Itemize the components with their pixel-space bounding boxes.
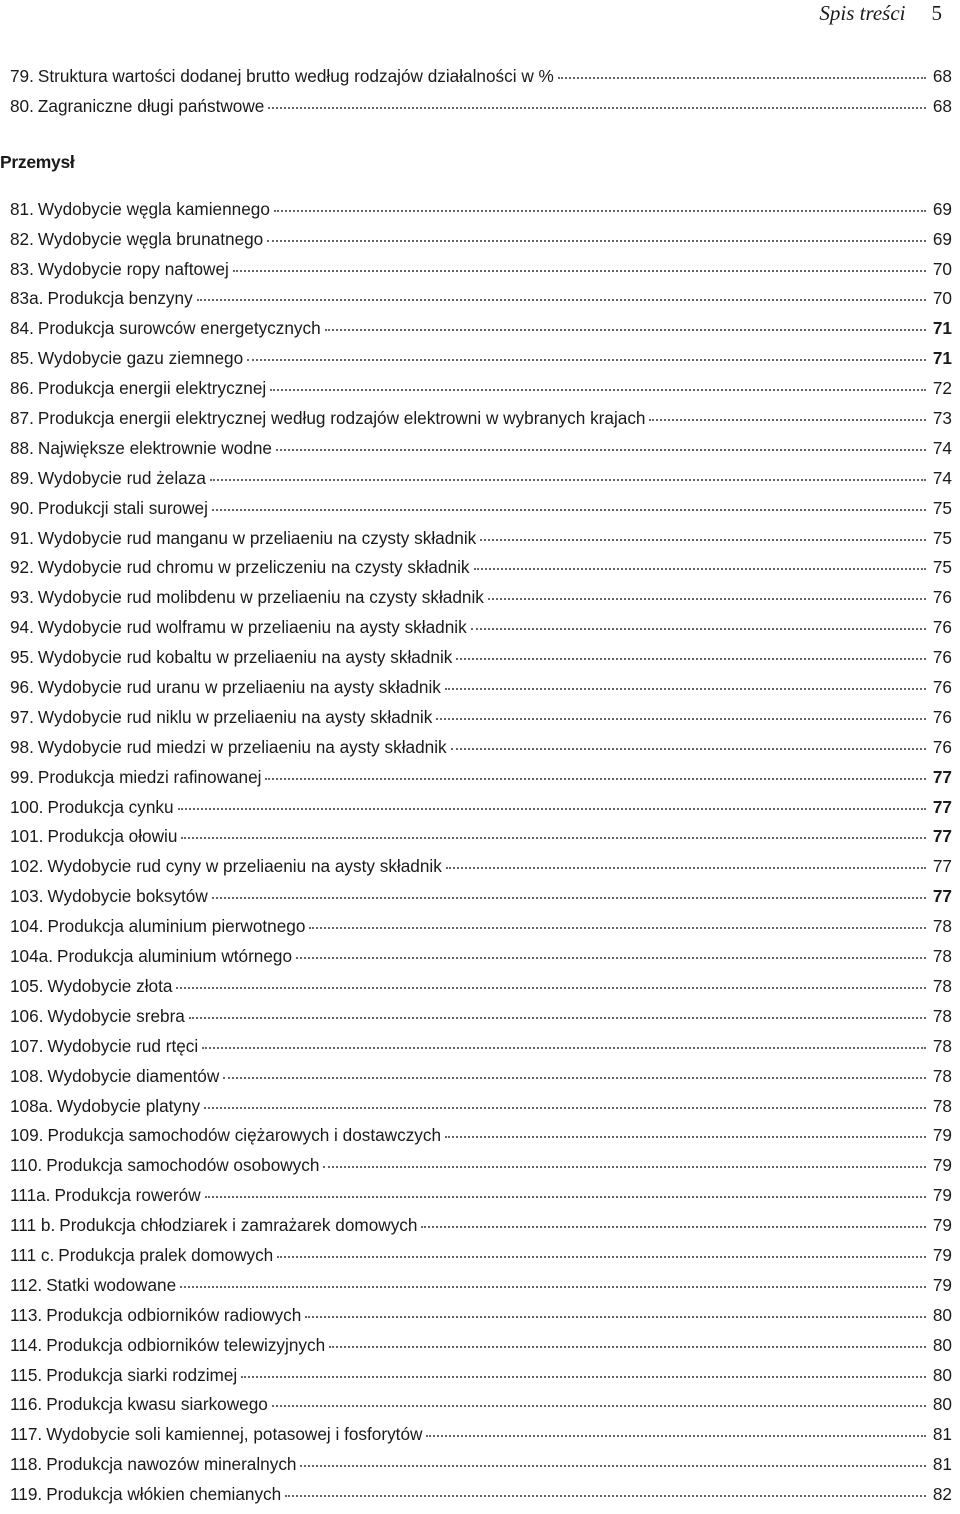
toc-entry[interactable] — [10, 318, 952, 348]
toc-entry[interactable] — [10, 1275, 952, 1305]
toc-entry[interactable] — [10, 976, 952, 1006]
entry-page-number: 79 — [932, 1125, 952, 1146]
entry-title: Wydobycie soli kamiennej, potasowej i fosforytów — [46, 1424, 423, 1445]
entry-page-number: 79 — [932, 1215, 952, 1236]
entry-title: Produkcja kwasu siarkowego — [46, 1394, 268, 1415]
toc-entry[interactable] — [10, 1484, 952, 1514]
toc-entries-before — [10, 66, 952, 126]
entry-title: Produkcja samochodów osobowych — [46, 1155, 320, 1176]
entry-title: Produkcja siarki rodzimej — [46, 1364, 238, 1385]
toc-entry[interactable] — [10, 288, 952, 318]
entry-page-number: 75 — [932, 527, 952, 548]
toc-entry[interactable] — [10, 229, 952, 259]
running-title: Spis treści — [819, 0, 906, 25]
toc-entry[interactable] — [10, 647, 952, 677]
entry-title: Wydobycie rud niklu w przeliaeniu na aysty składnik — [37, 706, 433, 727]
entry-title: Produkcja aluminium pierwotnego — [47, 916, 306, 937]
entry-number: 100. — [10, 796, 44, 817]
dot-leader — [471, 628, 926, 630]
entry-title: Wydobycie platyny — [57, 1095, 201, 1116]
dot-leader — [323, 1166, 926, 1168]
toc-entry[interactable] — [10, 1125, 952, 1155]
toc-entry[interactable] — [10, 946, 952, 976]
entry-title: Produkcja ołowiu — [47, 826, 178, 847]
dot-leader — [178, 808, 926, 810]
entry-number: 101. — [10, 826, 44, 847]
entry-page-number: 69 — [932, 228, 952, 249]
dot-leader — [202, 1047, 926, 1049]
toc-entry[interactable] — [10, 587, 952, 617]
entry-number: 104. — [10, 916, 44, 937]
toc-entry[interactable] — [10, 1365, 952, 1395]
entry-page-number: 80 — [932, 1334, 952, 1355]
dot-leader — [445, 1136, 926, 1138]
entry-page-number: 69 — [932, 198, 952, 219]
entry-page-number: 76 — [932, 617, 952, 638]
entry-title: Wydobycie rud wolframu w przeliaeniu na aysty składnik — [37, 617, 467, 638]
table-of-contents — [0, 66, 952, 1514]
entry-title: Zagraniczne długi państwowe — [37, 95, 265, 116]
entry-page-number: 78 — [932, 975, 952, 996]
dot-leader — [456, 658, 926, 660]
entry-number: 94. — [10, 617, 34, 638]
entry-page-number: 79 — [932, 1155, 952, 1176]
entry-title: Wydobycie rud żelaza — [37, 467, 206, 488]
entry-page-number: 79 — [932, 1274, 952, 1295]
entry-title: Wydobycie gazu ziemnego — [37, 348, 244, 369]
dot-leader — [272, 1405, 926, 1407]
entry-page-number: 78 — [932, 1065, 952, 1086]
entry-number: 93. — [10, 587, 34, 608]
entry-title: Produkcja rowerów — [54, 1185, 201, 1206]
toc-entry[interactable] — [10, 1155, 952, 1185]
section-heading — [0, 126, 952, 199]
entry-number: 88. — [10, 437, 34, 458]
entry-page-number: 70 — [932, 258, 952, 279]
dot-leader — [474, 568, 926, 570]
toc-entry[interactable] — [10, 199, 952, 229]
entry-title: Produkcja surowców energetycznych — [37, 318, 321, 339]
entry-page-number: 74 — [932, 437, 952, 458]
toc-entry[interactable] — [10, 468, 952, 498]
entry-page-number: 75 — [932, 497, 952, 518]
dot-leader — [204, 1107, 926, 1109]
entry-number: 104a. — [10, 946, 54, 967]
entry-number: 102. — [10, 856, 44, 877]
entry-number: 116. — [10, 1394, 43, 1415]
entry-page-number: 71 — [932, 318, 952, 339]
toc-entry[interactable] — [10, 767, 952, 797]
dot-leader — [446, 867, 926, 869]
entry-page-number: 78 — [932, 1035, 952, 1056]
entry-page-number: 77 — [932, 826, 952, 847]
toc-entry[interactable] — [10, 886, 952, 916]
entry-title: Wydobycie rud kobaltu w przeliaeniu na aysty składnik — [37, 647, 453, 668]
entry-title: Wydobycie węgla kamiennego — [37, 198, 270, 219]
toc-entry[interactable] — [10, 1245, 952, 1275]
entry-number: 92. — [10, 557, 34, 578]
entry-page-number: 73 — [932, 408, 952, 429]
toc-entry[interactable] — [10, 916, 952, 946]
entry-page-number: 78 — [932, 946, 952, 967]
toc-entry[interactable] — [10, 617, 952, 647]
dot-leader — [649, 419, 926, 421]
toc-entries — [10, 199, 952, 1514]
dot-leader — [223, 1077, 926, 1079]
entry-page-number: 77 — [932, 856, 952, 877]
entry-title: Produkcja włókien chemianych — [46, 1484, 282, 1505]
entry-number: 118. — [10, 1454, 43, 1475]
entry-number: 83. — [10, 258, 34, 279]
toc-entry[interactable] — [10, 856, 952, 886]
dot-leader — [285, 1495, 926, 1497]
toc-entry[interactable] — [10, 737, 952, 767]
entry-title: Produkcja cynku — [47, 796, 174, 817]
entry-number: 111 c. — [10, 1244, 55, 1265]
page-number: 5 — [931, 0, 942, 25]
entry-title: Produkcja odbiorników radiowych — [46, 1304, 302, 1325]
toc-entry[interactable] — [10, 1006, 952, 1036]
dot-leader — [300, 1465, 926, 1467]
entry-number: 86. — [10, 378, 34, 399]
entry-title: Produkcja pralek domowych — [58, 1244, 274, 1265]
dot-leader — [488, 598, 926, 600]
entry-number: 87. — [10, 408, 34, 429]
toc-entry[interactable] — [10, 408, 952, 438]
dot-leader — [276, 449, 926, 451]
entry-page-number: 68 — [932, 95, 952, 116]
entry-page-number: 78 — [932, 916, 952, 937]
dot-leader — [197, 299, 926, 301]
dot-leader — [445, 688, 926, 690]
entry-title: Wydobycie ropy naftowej — [37, 258, 229, 279]
entry-title: Wydobycie rud miedzi w przeliaeniu na aysty składnik — [37, 736, 447, 757]
entry-page-number: 80 — [932, 1304, 952, 1325]
toc-entry[interactable] — [10, 1335, 952, 1365]
entry-title: Wydobycie diamentów — [47, 1065, 220, 1086]
entry-number: 111 b. — [10, 1215, 56, 1236]
entry-number: 91. — [10, 527, 34, 548]
entry-page-number: 76 — [932, 706, 952, 727]
entry-number: 97. — [10, 706, 34, 727]
dot-leader — [426, 1435, 926, 1437]
entry-page-number: 72 — [932, 378, 952, 399]
entry-number: 108. — [10, 1065, 44, 1086]
entry-number: 83a. — [10, 288, 44, 309]
dot-leader — [421, 1226, 926, 1228]
dot-leader — [270, 389, 926, 391]
entry-number: 114. — [10, 1334, 43, 1355]
toc-entry[interactable] — [10, 1036, 952, 1066]
entry-number: 117. — [10, 1424, 43, 1445]
entry-page-number: 68 — [932, 66, 952, 86]
entry-title: Wydobycie rud uranu w przeliaeniu na aysty składnik — [37, 677, 441, 698]
entry-title: Produkcja nawozów mineralnych — [46, 1454, 297, 1475]
toc-entry[interactable] — [10, 498, 952, 528]
entry-title: Produkcja energii elektrycznej — [37, 378, 267, 399]
toc-entry[interactable] — [10, 259, 952, 289]
dot-leader — [233, 270, 926, 272]
entry-number: 99. — [10, 766, 34, 787]
entry-number: 105. — [10, 975, 44, 996]
dot-leader — [274, 210, 926, 212]
toc-entry[interactable] — [10, 1096, 952, 1126]
dot-leader — [176, 987, 926, 989]
entry-page-number: 77 — [932, 886, 952, 907]
toc-entry[interactable] — [10, 66, 952, 96]
entry-number: 119. — [10, 1484, 43, 1505]
entry-title: Produkcji stali surowej — [37, 497, 208, 518]
toc-entry[interactable] — [10, 1185, 952, 1215]
dot-leader — [329, 1346, 926, 1348]
entry-number: 96. — [10, 677, 34, 698]
dot-leader — [277, 1256, 926, 1258]
entry-number: 89. — [10, 467, 34, 488]
entry-page-number: 77 — [932, 796, 952, 817]
entry-page-number: 80 — [932, 1394, 952, 1415]
dot-leader — [210, 479, 926, 481]
toc-entry[interactable] — [10, 378, 952, 408]
entry-title: Wydobycie boksytów — [47, 886, 208, 907]
entry-number: 109. — [10, 1125, 44, 1146]
entry-number: 82. — [10, 228, 34, 249]
entry-title: Wydobycie rud manganu w przeliaeniu na czysty składnik — [37, 527, 477, 548]
entry-title: Produkcja benzyny — [47, 288, 193, 309]
entry-title: Wydobycie węgla brunatnego — [37, 228, 264, 249]
toc-entry[interactable] — [10, 707, 952, 737]
toc-entry[interactable] — [10, 826, 952, 856]
entry-page-number: 76 — [932, 587, 952, 608]
entry-page-number: 74 — [932, 467, 952, 488]
dot-leader — [558, 77, 926, 79]
entry-number: 81. — [10, 198, 34, 219]
dot-leader — [189, 1017, 926, 1019]
toc-entry[interactable] — [10, 96, 952, 126]
entry-page-number: 81 — [932, 1454, 952, 1475]
entry-page-number: 75 — [932, 557, 952, 578]
entry-page-number: 81 — [932, 1424, 952, 1445]
dot-leader — [212, 509, 926, 511]
entry-title: Produkcja energii elektrycznej według rodzajów elektrowni w wybranych krajach — [37, 408, 646, 429]
toc-entry[interactable] — [10, 1305, 952, 1335]
entry-title: Produkcja aluminium wtórnego — [57, 946, 293, 967]
entry-title: Produkcja odbiorników telewizyjnych — [46, 1334, 326, 1355]
entry-number: 90. — [10, 497, 34, 518]
entry-title: Wydobycie rud chromu w przeliczeniu na czysty składnik — [37, 557, 470, 578]
entry-number: 115. — [10, 1364, 43, 1385]
dot-leader — [325, 329, 926, 331]
toc-entry[interactable] — [10, 677, 952, 707]
dot-leader — [241, 1376, 926, 1378]
dot-leader — [205, 1196, 926, 1198]
dot-leader — [212, 897, 926, 899]
entry-page-number: 78 — [932, 1005, 952, 1026]
entry-title: Wydobycie rud molibdenu w przeliaeniu na czysty składnik — [37, 587, 484, 608]
entry-number: 79. — [10, 66, 34, 86]
toc-entry[interactable] — [10, 797, 952, 827]
dot-leader — [265, 778, 926, 780]
entry-title: Struktura wartości dodanej brutto według rodzajów działalności w % — [37, 66, 554, 86]
toc-entry[interactable] — [10, 1424, 952, 1454]
entry-page-number: 76 — [932, 677, 952, 698]
entry-page-number: 79 — [932, 1185, 952, 1206]
dot-leader — [309, 927, 926, 929]
page-header — [819, 0, 942, 26]
entry-page-number: 78 — [932, 1095, 952, 1116]
entry-number: 113. — [10, 1304, 43, 1325]
entry-number: 107. — [10, 1035, 44, 1056]
entry-title: Statki wodowane — [46, 1274, 177, 1295]
entry-title: Produkcja miedzi rafinowanej — [37, 766, 262, 787]
dot-leader — [305, 1316, 926, 1318]
entry-title: Wydobycie złota — [47, 975, 173, 996]
toc-entry[interactable] — [10, 438, 952, 468]
toc-entry[interactable] — [10, 1066, 952, 1096]
toc-entry[interactable] — [10, 557, 952, 587]
dot-leader — [296, 957, 926, 959]
section-title: Przemysł — [0, 151, 75, 172]
entry-number: 85. — [10, 348, 34, 369]
dot-leader — [181, 837, 926, 839]
entry-number: 110. — [10, 1155, 43, 1176]
dot-leader — [267, 240, 926, 242]
entry-number: 80. — [10, 95, 34, 116]
entry-number: 112. — [10, 1274, 43, 1295]
toc-entry[interactable] — [10, 1215, 952, 1245]
entry-page-number: 70 — [932, 288, 952, 309]
entry-title: Największe elektrownie wodne — [37, 437, 272, 458]
dot-leader — [436, 718, 926, 720]
entry-page-number: 76 — [932, 647, 952, 668]
entry-number: 111a. — [10, 1185, 51, 1206]
entry-number: 103. — [10, 886, 44, 907]
entry-page-number: 77 — [932, 766, 952, 787]
toc-entry[interactable] — [10, 1454, 952, 1484]
dot-leader — [247, 359, 926, 361]
entry-page-number: 76 — [932, 736, 952, 757]
entry-page-number: 79 — [932, 1244, 952, 1265]
dot-leader — [268, 107, 926, 109]
entry-title: Wydobycie rud rtęci — [47, 1035, 199, 1056]
entry-title: Produkcja chłodziarek i zamrażarek domowych — [59, 1215, 418, 1236]
entry-title: Wydobycie srebra — [47, 1005, 185, 1026]
entry-number: 108a. — [10, 1095, 54, 1116]
entry-title: Produkcja samochodów ciężarowych i dostawczych — [47, 1125, 442, 1146]
entry-number: 106. — [10, 1005, 44, 1026]
toc-entry[interactable] — [10, 348, 952, 378]
entry-title: Wydobycie rud cyny w przeliaeniu na aysty składnik — [47, 856, 442, 877]
dot-leader — [480, 539, 926, 541]
dot-leader — [180, 1286, 926, 1288]
entry-number: 95. — [10, 647, 34, 668]
entry-number: 84. — [10, 318, 34, 339]
toc-entry[interactable] — [10, 528, 952, 558]
entry-number: 98. — [10, 736, 34, 757]
dot-leader — [451, 748, 926, 750]
entry-page-number: 80 — [932, 1364, 952, 1385]
toc-entry[interactable] — [10, 1394, 952, 1424]
entry-page-number: 82 — [932, 1484, 952, 1505]
entry-page-number: 71 — [932, 348, 952, 369]
